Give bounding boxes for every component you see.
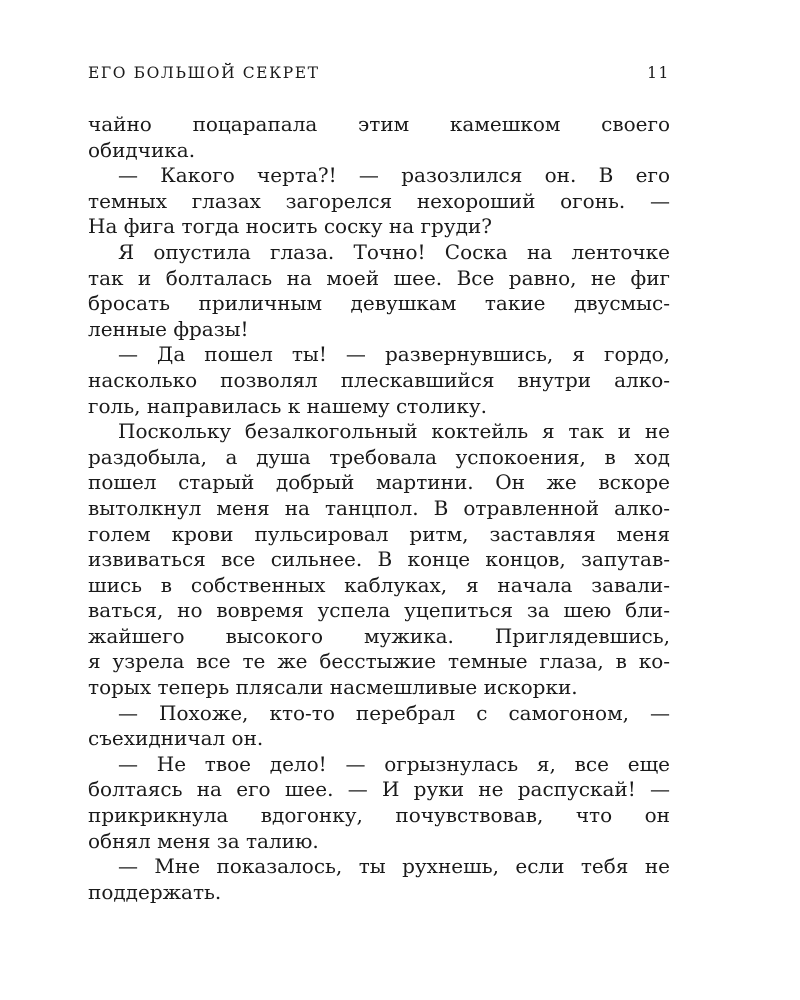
text-line: раздобыла, а душа требовала успокоения, в ход — [88, 444, 670, 469]
text-line: Я опустила глаза. Точно! Соска на ленточке — [118, 239, 670, 264]
text-line: насколько позволял плескавшийся внутри алко- — [88, 367, 670, 392]
text-line: болтаясь на его шее. — И руки не распускай! — — [88, 777, 670, 802]
running-title: ЕГО БОЛЬШОЙ СЕКРЕТ — [88, 64, 320, 82]
text-line: обидчика. — [88, 137, 196, 162]
text-line: — Не твое дело! — огрызнулась я, все еще — [118, 751, 670, 776]
text-line: съехидничал он. — [88, 726, 264, 751]
text-line: ленные фразы! — [88, 316, 249, 341]
text-line: — Да пошел ты! — развернувшись, я гордо, — [118, 342, 670, 367]
body-text — [88, 112, 670, 905]
text-line: прикрикнула вдогонку, почувствовав, что он — [88, 803, 670, 828]
page-number: 11 — [647, 64, 670, 82]
text-line: пошел старый добрый мартини. Он же вскоре — [88, 470, 670, 495]
text-line: поддержать. — [88, 879, 222, 904]
text-line: чайно поцарапала этим камешком своего — [88, 112, 670, 136]
text-line: ваться, но вовремя успела уцепиться за шею бли- — [88, 598, 670, 623]
text-line: — Какого черта?! — разозлился он. В его — [118, 163, 670, 188]
text-line: темных глазах загорелся нехороший огонь. — — [88, 188, 670, 213]
text-line: торых теперь плясали насмешливые искорки. — [88, 675, 578, 700]
text-line: я узрела все те же бесстыжие темные глаза, в ко- — [88, 649, 670, 674]
text-line: — Похоже, кто-то перебрал с самогоном, — — [118, 700, 670, 725]
text-line: — Мне показалось, ты рухнешь, если тебя не — [118, 854, 670, 879]
text-line: Поскольку безалкогольный коктейль я так и не — [118, 419, 670, 444]
text-line: так и болталась на моей шее. Все равно, не фиг — [88, 265, 670, 290]
text-line: жайшего высокого мужика. Приглядевшись, — [88, 623, 670, 648]
book-page — [88, 64, 670, 905]
text-line: голем крови пульсировал ритм, заставляя меня — [88, 521, 670, 546]
text-line: бросать приличным девушкам такие двусмыс- — [88, 291, 670, 316]
text-line: извиваться все сильнее. В конце концов, запутав- — [88, 547, 670, 572]
text-line: На фига тогда носить соску на груди? — [88, 214, 492, 239]
text-line: шись в собственных каблуках, я начала завали- — [88, 572, 670, 597]
text-line: голь, направилась к нашему столику. — [88, 393, 487, 418]
text-line: вытолкнул меня на танцпол. В отравленной алко- — [88, 495, 670, 520]
text-line: обнял меня за талию. — [88, 828, 319, 853]
running-head — [88, 64, 670, 94]
